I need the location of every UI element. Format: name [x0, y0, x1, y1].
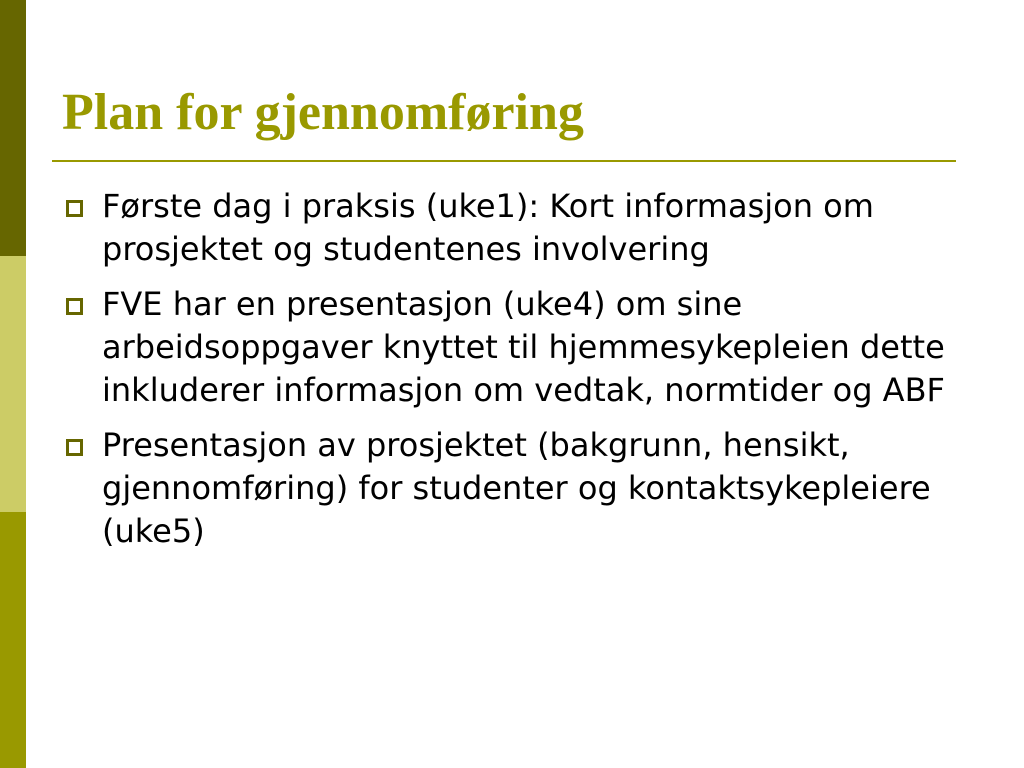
side-decoration-bar — [0, 0, 26, 768]
bullet-text: Presentasjon av prosjektet (bakgrunn, hensikt, gjennomføring) for studenter og kontaktsykepleiere (uke5) — [102, 426, 931, 550]
bullet-text: FVE har en presentasjon (uke4) om sine arbeidsoppgaver knyttet til hjemmesykepleien dette inkluderer informasjon om vedtak, normtider og ABF — [102, 285, 945, 409]
title-underline — [52, 160, 956, 162]
bullet-text: Første dag i praksis (uke1): Kort informasjon om prosjektet og studentenes involvering — [102, 187, 874, 268]
bullet-list — [62, 185, 962, 565]
slide-title: Plan for gjennomføring — [62, 84, 584, 141]
square-bullet-icon — [66, 200, 83, 217]
bullet-item — [62, 424, 962, 553]
square-bullet-icon — [66, 298, 83, 315]
side-bar-segment-mid — [0, 512, 26, 768]
bullet-item — [62, 283, 962, 412]
side-bar-segment-dark — [0, 0, 26, 256]
square-bullet-icon — [66, 439, 83, 456]
bullet-item — [62, 185, 962, 271]
side-bar-segment-light — [0, 256, 26, 512]
